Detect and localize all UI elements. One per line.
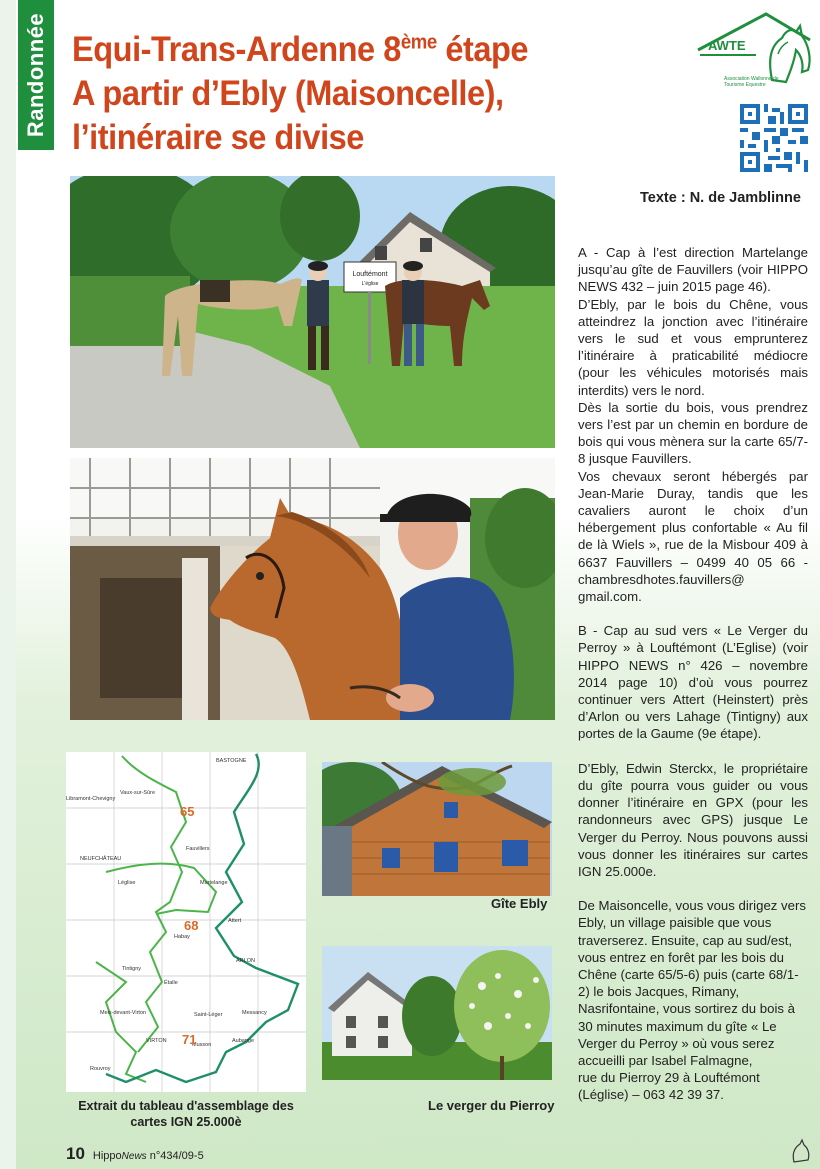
logo-name: AWTE <box>708 38 746 53</box>
map-place-0: BASTOGNE <box>216 758 247 764</box>
map-place-5: Léglise <box>118 880 136 886</box>
map-number-65: 65 <box>180 804 195 819</box>
page-number: 10 <box>66 1144 85 1163</box>
horse-head-icon <box>788 1138 814 1164</box>
caption-verger: Le verger du Pierroy <box>428 1098 555 1113</box>
body-paragraph-7: De Maisoncelle, vous vous dirigez vers Ebly, un village paisible que vous traverserez. Ensuite, cap au sud/est, vous entrez en forêt par les bois du Chêne (carte 65/5-6) puis (carte 68/1-2) le bois Jacques, Rimany, Nasrifontaine, vous sortirez du bois à 30 minutes maximum du gîte « Le Verger du Perroy » où vous serez accueilli par Isabel Falmagne, <box>578 898 806 1068</box>
map-place-1: Libramont-Chevigny <box>66 796 116 802</box>
ign-map-image <box>66 752 306 1092</box>
body-paragraph-2: D’Ebly, par le bois du Chêne, vous atteindrez la jonction avec l’itinéraire vers le sud et vous emprunterez l’itinéraire à praticabilité médiocre (pour les véhicules motorisés mais interdits) vers le nord. <box>578 296 808 398</box>
photo-edwin-horse <box>70 458 555 720</box>
article-body <box>578 244 808 1104</box>
footer-issue: n°434/09-5 <box>149 1150 204 1162</box>
photo-edwin-horse-image <box>70 458 555 720</box>
logo-tagline: Association Wallonne de Tourisme Equestre <box>724 76 779 88</box>
caption-map <box>66 1098 306 1130</box>
map-place-4: NEUFCHÂTEAU <box>80 856 122 862</box>
map-place-14: Meix-devant-Virton <box>100 1010 147 1016</box>
photo-gite-ebly-image <box>322 762 552 896</box>
photo-verger-image <box>322 946 552 1080</box>
body-paragraph-3: Dès la sortie du bois, vous prendrez vers l’est par un chemin en bordure de bois qui vous mènera sur la carte 65/7-8 jusque Fauvillers. <box>578 399 808 467</box>
page-footer <box>66 1144 204 1164</box>
awte-logo <box>694 10 814 94</box>
map-place-8: Habay <box>174 934 190 940</box>
title-superscript: ème <box>400 31 437 54</box>
map-place-15: VIRTON <box>146 1038 167 1044</box>
footer-brand-italic: News <box>121 1151 147 1162</box>
map-place-3: Fauvillers <box>186 846 210 852</box>
photo-riders-road <box>70 176 555 448</box>
body-paragraph-5: B - Cap au sud vers « Le Verger du Perroy » à Louftémont (L’Eglise) (voir HIPPO NEWS n° 426 – novembre 2014 page 10) d’où vous pourrez continuer vers Attert (Heinstert) près d’Arlon ou vers Lahage (Tintigny) aux portes de la Gaume (9e étape). <box>578 623 808 742</box>
map-place-7: Attert <box>228 918 242 924</box>
qr-code-icon <box>740 104 808 172</box>
photo-riders-road-image <box>70 176 555 448</box>
body-paragraph-1: A - Cap à l’est direction Martelange jusqu’au gîte de Fauvillers (voir HIPPO NEWS 432 – juin 2015 page 46). <box>578 245 808 295</box>
map-place-13: Messancy <box>242 1010 267 1016</box>
author-credit: Texte : N. de Jamblinne <box>640 190 801 206</box>
title-line-1 <box>72 28 593 72</box>
map-place-11: Étalle <box>164 980 178 986</box>
title-line-1-end: étape <box>436 30 529 69</box>
body-paragraph-6: D’Ebly, Edwin Sterckx, le propriétaire du gîte pourra vous guider ou vous donner l’itinéraire en GPX (pour les randonneurs avec GPS) jusque Le Verger du Perroy. Nous pouvons aussi vous donner les itinéraires sur cartes IGN 25.000e. <box>578 760 808 879</box>
title-line-3: l’itinéraire se divise <box>72 118 364 157</box>
map-place-12: Saint-Léger <box>194 1012 223 1018</box>
map-place-18: Rouvroy <box>90 1066 111 1072</box>
section-label: Randonnée <box>23 12 49 138</box>
photo-gite-ebly <box>322 762 552 896</box>
map-place-10: Tintigny <box>122 966 142 972</box>
ign-map <box>66 752 306 1092</box>
map-place-16: Musson <box>192 1042 212 1048</box>
qr-code <box>740 104 808 172</box>
body-paragraph-8: rue du Pierroy 29 à Louftémont (Léglise) – 063 42 39 37. <box>578 1070 760 1103</box>
footer-brand-name: Hippo <box>92 1150 122 1162</box>
caption-map-line-2: cartes IGN 25.000è <box>130 1115 242 1129</box>
map-place-6: Martelange <box>200 880 228 886</box>
title-line-2: A partir d’Ebly (Maisoncelle), <box>72 74 504 113</box>
road-sign-text: Louftémont <box>352 271 388 278</box>
map-number-68: 68 <box>184 918 199 933</box>
photo-verger <box>322 946 552 1080</box>
horse-corner-icon <box>788 1138 814 1164</box>
footer-brand <box>93 1150 204 1162</box>
map-place-2: Vaux-sur-Sûre <box>120 790 156 796</box>
title-line-1-text: Equi-Trans-Ardenne 8 <box>72 30 401 69</box>
map-number-71: 71 <box>182 1032 197 1047</box>
page-left-edge <box>0 0 16 1169</box>
caption-map-line-1: Extrait du tableau d'assemblage des <box>78 1099 294 1113</box>
caption-gite: Gîte Ebly <box>491 896 548 911</box>
section-tab <box>18 0 54 150</box>
article-title <box>72 28 593 160</box>
road-sign-subtext: L'église <box>361 281 379 287</box>
body-paragraph-4: Vos chevaux seront hébergés par Jean-Marie Duray, tandis que les cavaliers auront le choix d’un hébergement plus confortable « Au fil de là Wiels », rue de la Misbour 409 à 6637 Fauvillers – 0499 40 05 66 - chambresdhotes.fauvillers@ gmail.com. <box>578 468 808 605</box>
map-place-9: ARLON <box>236 958 255 964</box>
map-place-17: Aubange <box>232 1038 255 1044</box>
